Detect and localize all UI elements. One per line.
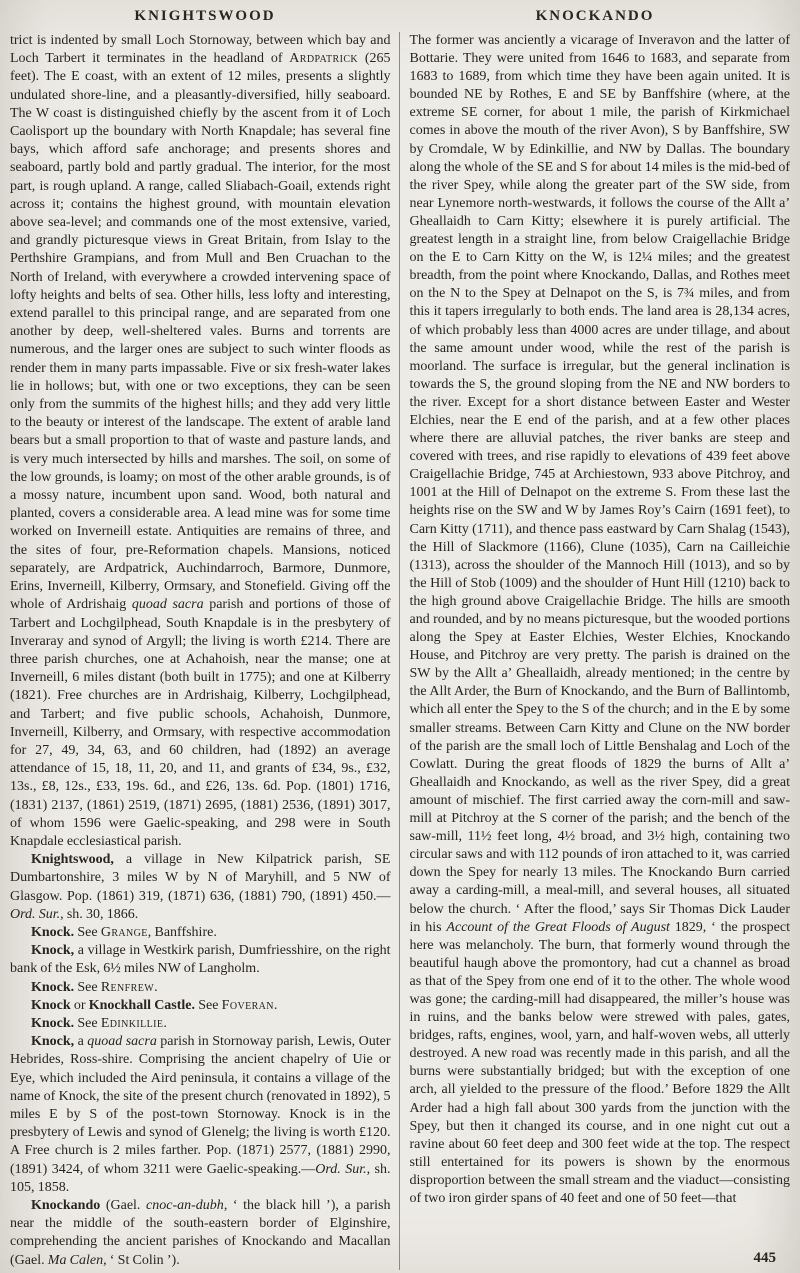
small-caps-reference: Ardpatrick	[289, 51, 359, 67]
paragraph	[10, 851, 391, 924]
body-text: (Gael.	[100, 1198, 147, 1213]
running-heads	[10, 5, 790, 32]
italic-text: Ord. Sur.	[10, 906, 61, 922]
entry-name: Knock.	[31, 924, 75, 940]
small-caps-reference: Renfrew	[100, 979, 155, 995]
body-text: .	[154, 979, 158, 995]
italic-text: quoad sacra	[131, 597, 204, 613]
italic-text: cnoc-an-dubh	[146, 1198, 224, 1213]
body-text: See	[195, 997, 222, 1013]
body-text: See	[74, 924, 101, 940]
body-text: See	[74, 1015, 101, 1031]
entry-name: Knock,	[31, 943, 75, 959]
entry-name: Knockando	[31, 1198, 101, 1213]
paragraph	[10, 1015, 391, 1033]
entry-name: Knock,	[31, 1034, 75, 1050]
body-text: , sh. 30, 1866.	[60, 906, 139, 922]
italic-text: Ma Calen	[47, 1252, 104, 1268]
paragraph	[10, 924, 391, 942]
body-text: , Banffshire.	[147, 924, 217, 940]
italic-text: Account of the Great Floods of August	[446, 919, 670, 935]
body-text: .	[163, 1015, 167, 1031]
body-text: , ‘ St Colin ’).	[103, 1252, 180, 1268]
small-caps-reference: Grange	[100, 924, 148, 940]
paragraph	[10, 942, 391, 978]
small-caps-reference: Edinkillie	[100, 1015, 164, 1031]
body-text: (265 feet). The E coast, with an extent of 12 miles, presents a slightly undulated shore-line, and a pleasantly-diversified, hilly seaboard. The W coast is distinguished chiefly by the ascent from it of Loch Caolisport up the boundary with North Knapdale; has several fine bays, which afford safe anchorage; and presents shores and seaboard, partly bold and partly gradual. The interior, for the most part, is rough upland. A range, called Sliabach-Goail, extends right across it; contains the highest ground, with mountain elevation above sea-level; and commands one of the most extensive, varied, and grandly picturesque views in Great Britain, from Islay to the Perthshire Grampians, and from Mull and Ben Cruachan to the North of Ireland, with everywhere a crowded intervening space of lofty heights and belts of sea. Other hills, less lofty and interesting, extend parallel to this principal range, and are separated from one another by deep, well-sheltered vales. Burns and torrents are numerous, and the larger ones are subject to such winter floods as render them in many parts impassable. Five or six fresh-water lakes lie in hollows; but, with one or two exceptions, they can be seen only from the summits of the highest hills; and they add very little to the beauty or interest of the landscape. The extent of arable land bears but a small proportion to that of waste and pasture lands, and is very much intersected by hills and marshes. The soil, on some of the low grounds, is loamy; on most of the other arable grounds, is of a mossy nature, incumbent upon sand. Wood, both natural and planted, covers a considerable area. A lead mine was for some time worked on Inverneill estate. Antiquities are remains of three, and the sites of four, pre-Reformation chapels. Mansions, noticed separately, are Ardpatrick, Auchindarroch, Barmore, Dunmore, Erins, Inverneill, Kilberry, Ormsary, and Stonefield. Giving off the whole of Ardrishaig	[10, 51, 391, 613]
italic-text: Ord. Sur.	[315, 1161, 367, 1177]
body-text: parish and portions of those of Tarbert and Lochgilphead, South Knapdale is in the presbytery of Inveraray and synod of Argyll; the living is worth £214. There are three parish churches, one at Achahoish, near the manse; one at Inverneill, 6 miles distant (both built in 1775); and one at Kilberry (1821). Free churches are in Ardrishaig, Kilberry, Lochgilphead, and Tarbert; and five public schools, Achahoish, Dunmore, Inverneill, Kilberry, and Ormsary, with respective accommodation for 27, 49, 34, 63, and 60 children, had (1892) an average attendance of 15, 18, 11, 20, and 11, and grants of £34, 9s., £32, 13s., £8, 12s., £33, 19s. 6d., and £26, 13s. 6d. Pop. (1801) 1716, (1831) 2137, (1861) 2519, (1871) 2695, (1881) 2536, (1891) 3017, of whom 1596 were Gaelic-speaking, and 298 were in South Knapdale ecclesiastical parish.	[10, 597, 391, 849]
page-number: 445	[753, 1250, 776, 1266]
entry-name: Knock.	[31, 979, 75, 995]
paragraph	[10, 979, 391, 997]
body-text: or	[70, 997, 89, 1013]
body-text: The former was anciently a vicarage of Inveravon and the latter of Bottarie. They were united from 1646 to 1683, and separate from 1683 to 1689, from which time they have been again united. It is bounded NE by Rothes, E and SE by Banffshire (where, at the extreme SE corner, for about 1 mile, the parish of Kirkmichael comes in above the mouth of the river Avon), S by Banffshire, SW by Cromdale, W by Edinkillie, and NW by Dallas. The boundary along the whole of the SE and S for about 14 miles is the mid-bed of the river Spey, while along the greater part of the SW side, from near Lynemore north-westwards, it follows the course of the Allt a’ Gheallaidh to Carn Kitty; elsewhere it is purely artificial. The greatest length in a straight line, from below Craigellachie Bridge on the E to Carn Kitty on the W, is 12¼ miles; and the greatest breadth, from the point where Knockando, Dallas, and Rothes meet on the N to the Spey at Delnapot on the S, is 7¾ miles, and from this it tapers irregularly to both ends. The land area is 28,134 acres, of which probably less than 4000 acres are under tillage, and about the same amount under wood, while the rest of the parish is moorland. The surface is irregular, but the general inclination is towards the S, the ground sloping from the NE and NW borders to the river. Except for a short distance between Easter and Wester Elchies, near the E end of the parish, and at a few other places where there are alluvial patches, the river banks are steep and covered with trees, and rise rapidly to elevations of 439 feet above Craigellachie Bridge, 745 at Archiestown, 933 above Pitchroy, and 1001 at the Hill of Delnapot on the extreme S. From these last the heights rise on the SW and W by James Roy’s Cairn (1691 feet), to Carn Kitty (1711), and thence pass eastward by Carn Shalag (1543), the Hill of Slackmore (1166), Clune (1035), Carn na Cailleichie (1313), across the shoulder of the Mannoch Hill (1013), and so by the Hill of Stob (1009) and the shoulder of Hunt Hill (1210) back to the high ground above Craigellachie Bridge. The hills are smooth and rounded, and by no means picturesque, but the wooded portions along the Spey at Easter Elchies, Wester Elchies, Knockando House, and Pitchroy are very pretty. The parish is drained on the SW by the Allt a’ Gheallaidh, already mentioned; in the centre by the Allt Arder, the Burn of Knockando, and the Burn of Ballintomb, which all enter the Spey to the S of the church; and in the E by some smaller streams. Between Carn Kitty and Clune on the NW border of the parish are the small loch of Little Benshalag and Loch of the Cowlatt. During the great floods of 1829 the burns of Allt a’ Gheallaidh and Knockando, as well as the river Spey, did a great amount of mischief. The first carried away the corn-mill and saw-mill at Pitchroy at the S corner of the parish; and the bench of the saw-mill, 11½ feet long, 4½ broad, and 3½ high, containing two circular saws and with 112 pounds of iron attached to it, was carried down the Spey for nearly 13 miles. The Knockando Burn carried away a carding-mill, a meal-mill, and several houses, all situated below the church. ‘ After the flood,’ says Sir Thomas Dick Lauder in his	[409, 33, 790, 935]
running-head-right: KNOCKANDO	[535, 8, 655, 24]
body-text: .	[273, 997, 278, 1013]
entry-name: Knockhall Castle.	[88, 997, 196, 1013]
paragraph	[10, 997, 391, 1015]
paragraph	[10, 1033, 391, 1197]
body-text: a village in New Kilpatrick parish, SE Dumbartonshire, 3 miles W by N of Maryhill, and 5 NW of Glasgow. Pop. (1861) 319, (1871) 636, (1881) 790, (1891) 450.—	[10, 852, 391, 904]
body-text: 1829, ‘ the prospect here was melancholy. The burn, that formerly wound through the beautiful haugh above the promontory, had cut a channel as broad as that of the Spey from one end of it to the other. The whole wood was gone; the carding-mill had disappeared, the miller’s house was in ruins, and the banks below were strewed with pales, gates, bridges, rafts, engines, wool, yarn, and half-woven webs, all utterly destroyed. A new road was recently made in this parish, and all the burns were substantially bridged; but with the exception of one arch, all yielded to the pressure of the flood.’ Before 1829 the Allt Arder had a high fall about 300 yards from the junction with the Spey, but then it changed its course, and in one night cut out a ravine about 60 feet deep and 300 feet wide at the top. The respect still entertained for its powers is shown by the enormous disproportion between the small stream and the viaduct—consisting of two iron girder spans of 40 feet and one of 50 feet—that	[409, 919, 790, 1206]
body-text: , sh. 105, 1858.	[10, 1161, 391, 1195]
running-head-left: KNIGHTSWOOD	[134, 8, 276, 24]
body-text: a village in Westkirk parish, Dumfriesshire, on the right bank of the Esk, 6½ miles NW of Langholm.	[10, 943, 391, 977]
body-text: , ‘ the black hill ’), a parish near the middle of the south-eastern border of Elginshire, comprehending the ancient parishes of Knockando and Macallan (Gael.	[10, 1198, 391, 1268]
entry-name: Knightswood,	[31, 852, 114, 868]
italic-text: quoad sacra	[87, 1034, 157, 1050]
column-left	[10, 32, 399, 1270]
paragraph	[410, 32, 791, 1208]
body-text: parish in Stornoway parish, Lewis, Outer Hebrides, Ross-shire. Comprising the ancient chapelry of Uie or Eye, which included the Aird peninsula, it contains a village of the name of Knock, the site of the present church (renovated in 1892), 5 miles E by S of the post-town Stornoway. Knock is in the presbytery of Lewis and synod of Glenelg; the living is worth £120. A Free church is 2 miles farther. Pop. (1871) 2577, (1881) 2990, (1891) 3424, of whom 3211 were Gaelic-speaking.—	[10, 1034, 391, 1177]
text-columns	[10, 32, 790, 1270]
body-text: See	[74, 979, 101, 995]
entry-name: Knock	[31, 997, 71, 1013]
column-right	[400, 32, 791, 1270]
small-caps-reference: Foveran	[221, 997, 274, 1013]
body-text: trict is indented by small Loch Stornoway, between which bay and Loch Tarbert it terminates in the headland of	[10, 33, 391, 67]
paragraph	[10, 32, 391, 851]
paragraph	[10, 1197, 391, 1270]
entry-name: Knock.	[31, 1015, 75, 1031]
body-text: a	[74, 1034, 88, 1050]
